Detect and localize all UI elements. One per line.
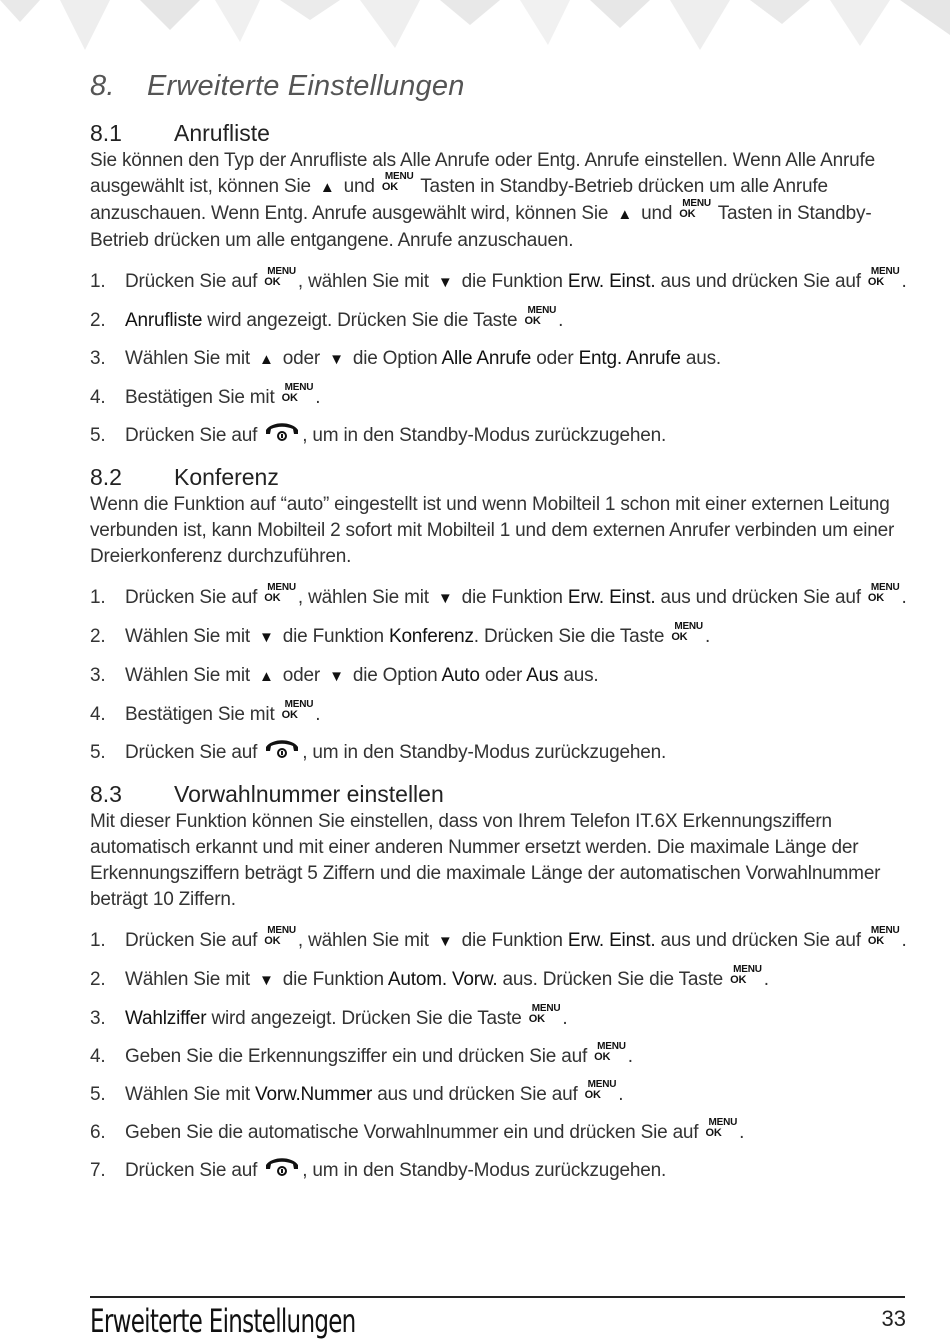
arrow-down-key-icon: ▼ [437,274,453,291]
text-run: aus. [558,665,599,686]
text-run: Drücken Sie auf [125,425,263,446]
section-title: Vorwahlnummer einstellen [174,781,444,807]
text-run: . [739,1122,745,1143]
step-list [90,581,910,767]
text-run: , um in den Standby-Modus zurückzugehen. [302,742,667,763]
menu-option-name: Entg. Anrufe [578,348,681,369]
arrow-down-key-icon: ▼ [329,351,344,368]
text-run: oder [531,348,579,369]
step-item [90,345,910,374]
page-number: 33 [881,1306,906,1331]
text-run: Wählen Sie mit [125,665,256,686]
page-content [90,68,910,1197]
menu-option-name: Autom. Vorw. [387,969,498,990]
text-run: die Option [347,348,442,369]
footer-title: Erweiterte Einstellungen [90,1302,356,1339]
text-run: aus und drücken Sie auf [655,587,866,608]
step-item [90,1157,910,1185]
section-number: 8.1 [90,120,122,146]
step-number: 4. [90,387,106,408]
step-number: 3. [90,665,106,686]
footer-rule [90,1296,905,1298]
text-run: wird angezeigt. Drücken Sie die Taste [206,1008,527,1029]
step-item [90,698,910,729]
chapter-number: 8. [90,70,115,102]
text-run: . [627,1046,633,1067]
step-item [90,924,910,956]
step-number: 3. [90,348,106,369]
text-run: , wählen Sie mit [297,930,434,951]
step-item [90,1078,910,1109]
text-run: Wählen Sie mit [125,969,256,990]
text-run: Drücken Sie auf [125,587,263,608]
section-title: Anrufliste [174,120,270,146]
text-run: . [901,271,907,292]
step-item [90,304,910,335]
text-run: und [338,176,380,197]
menu-option-name: Konferenz [388,626,474,647]
section-title: Konferenz [174,464,279,490]
text-run: Mit dieser Funktion können Sie einstellen, dass von Ihrem Telefon IT.6X Erkennungsziffern automatisch erkannt und mit einer anderen Nummer ersetzt werden. Die maximale Länge der Erkennungsziffern beträgt 5 Ziffern und die maximale Länge der automatischen Vorwahlnummer beträgt 10 Ziffern. [90,811,881,910]
menu-option-name: Alle Anrufe [441,348,532,369]
step-item [90,581,910,613]
section-heading [90,118,910,148]
chapter-title: Erweiterte Einstellungen [147,70,465,102]
step-number: 6. [90,1122,106,1143]
text-run: oder [277,348,326,369]
end-call-key-icon [264,420,300,444]
text-run: Bestätigen Sie mit [125,387,280,408]
step-item [90,1116,910,1147]
text-run: die Funktion [456,587,568,608]
menu-ok-key-icon: MENU OK [281,381,314,404]
text-run: Drücken Sie auf [125,930,263,951]
section-number: 8.3 [90,781,122,807]
text-run: wird angezeigt. Drücken Sie die Taste [202,310,523,331]
text-run: , um in den Standby-Modus zurückzugehen. [302,1160,667,1181]
text-run: . [558,310,564,331]
menu-ok-key-icon: MENU OK [705,1116,738,1139]
end-call-key-icon [264,1155,300,1179]
sections [90,118,910,1185]
text-run: Tasten in Standby-Betrieb drücken um alle entgangene. Anrufe anzuschauen. [90,203,872,251]
step-item [90,381,910,412]
step-number: 5. [90,425,106,446]
menu-ok-key-icon: MENU OK [584,1078,617,1101]
step-number: 2. [90,310,106,331]
text-run: oder [479,665,527,686]
menu-option-name: Erw. Einst. [567,587,656,608]
text-run: Drücken Sie auf [125,1160,263,1181]
arrow-down-key-icon: ▼ [437,933,453,950]
arrow-up-key-icon: ▲ [617,206,633,223]
menu-option-name: Anrufliste [125,310,203,331]
step-list [90,265,910,450]
step-item [90,1002,910,1033]
step-item [90,422,910,450]
text-run: Wenn die Funktion auf “auto” eingestellt ist und wenn Mobilteil 1 schon mit einer externen Leitung verbunden ist, kann Mobilteil 2 sofort mit Mobilteil 1 und dem externen Anrufer verbinden um einer Dreierkonferenz durchzuführen. [90,494,895,567]
text-run: die Funktion [456,930,568,951]
section [90,779,910,1185]
arrow-down-key-icon: ▼ [329,668,344,685]
text-run: , wählen Sie mit [297,587,434,608]
text-run: Wählen Sie mit [125,626,256,647]
text-run: Bestätigen Sie mit [125,704,280,725]
step-item [90,1040,910,1071]
section-intro [90,492,910,570]
section-heading [90,779,910,809]
text-run: aus. Drücken Sie die Taste [497,969,729,990]
menu-option-name: Vorw.Nummer [255,1084,373,1105]
step-number: 4. [90,704,106,725]
menu-option-name: Erw. Einst. [567,271,656,292]
section [90,118,910,450]
text-run: die Funktion [456,271,568,292]
menu-option-name: Wahlziffer [125,1008,207,1029]
menu-ok-key-icon: MENU OK [730,963,762,986]
step-item [90,620,910,652]
text-run: aus. [680,348,721,369]
arrow-up-key-icon: ▲ [259,668,274,685]
step-number: 2. [90,969,106,990]
text-run: . [901,930,907,951]
menu-ok-key-icon: MENU OK [671,620,703,643]
menu-ok-key-icon: MENU OK [528,1002,561,1025]
arrow-up-key-icon: ▲ [319,179,335,196]
text-run: Wählen Sie mit [125,1084,256,1105]
section-intro [90,809,910,913]
text-run: Geben Sie die automatische Vorwahlnummer ein und drücken Sie auf [125,1122,704,1143]
text-run: . [315,387,321,408]
menu-ok-key-icon: MENU OK [264,265,296,288]
step-number: 5. [90,742,106,763]
menu-ok-key-icon: MENU OK [264,924,296,947]
section-heading [90,462,910,492]
menu-ok-key-icon: MENU OK [867,265,900,288]
menu-option-name: Auto [441,665,480,686]
text-run: . [315,704,321,725]
step-item [90,662,910,691]
end-call-key-icon [264,737,300,761]
text-run: Drücken Sie auf [125,742,263,763]
text-run: Drücken Sie auf [125,271,263,292]
step-number: 4. [90,1046,106,1067]
text-run: aus und drücken Sie auf [372,1084,583,1105]
menu-ok-key-icon: MENU OK [679,197,711,220]
arrow-down-key-icon: ▼ [437,590,453,607]
text-run: . [562,1008,568,1029]
step-number: 2. [90,626,106,647]
text-run: , wählen Sie mit [297,271,434,292]
text-run: Sie können den Typ der Anrufliste als Alle Anrufe oder Entg. Anrufe einstellen. Wenn Alle Anrufe ausgewählt ist, können Sie [90,150,875,197]
text-run: , um in den Standby-Modus zurückzugehen. [302,425,667,446]
menu-ok-key-icon: MENU OK [264,581,296,604]
menu-ok-key-icon: MENU OK [524,304,557,327]
text-run: . [763,969,769,990]
text-run: . [704,626,711,647]
step-number: 3. [90,1008,106,1029]
menu-option-name: Aus [526,665,559,686]
chapter-heading [90,68,910,104]
text-run: die Funktion [277,969,388,990]
text-run: Tasten in Standby-Betrieb drücken um alle Anrufe anzuschauen. Wenn Entg. Anrufe ausgewählt wird, können Sie [90,176,828,224]
step-item [90,265,910,297]
text-run: Geben Sie die Erkennungsziffer ein und drücken Sie auf [125,1046,593,1067]
header-decoration [0,0,950,60]
text-run: oder [277,665,326,686]
text-run: . Drücken Sie die Taste [473,626,670,647]
arrow-up-key-icon: ▲ [259,351,274,368]
text-run: aus und drücken Sie auf [655,271,866,292]
menu-ok-key-icon: MENU OK [867,924,900,947]
step-number: 1. [90,930,106,951]
text-run: die Option [347,665,442,686]
step-item [90,739,910,767]
menu-ok-key-icon: MENU OK [281,698,314,721]
section-intro [90,148,910,254]
step-number: 1. [90,271,106,292]
text-run: die Funktion [277,626,389,647]
arrow-down-key-icon: ▼ [259,629,274,646]
text-run: . [618,1084,624,1105]
step-item [90,963,910,995]
menu-ok-key-icon: MENU OK [381,170,414,193]
step-list [90,924,910,1185]
menu-ok-key-icon: MENU OK [867,581,900,604]
step-number: 7. [90,1160,106,1181]
section [90,462,910,767]
step-number: 1. [90,587,106,608]
arrow-down-key-icon: ▼ [259,972,274,989]
text-run: aus und drücken Sie auf [655,930,866,951]
text-run: und [636,203,678,224]
text-run: . [901,587,907,608]
menu-option-name: Erw. Einst. [567,930,656,951]
step-number: 5. [90,1084,106,1105]
menu-ok-key-icon: MENU OK [594,1040,626,1063]
section-number: 8.2 [90,464,122,490]
text-run: Wählen Sie mit [125,348,256,369]
